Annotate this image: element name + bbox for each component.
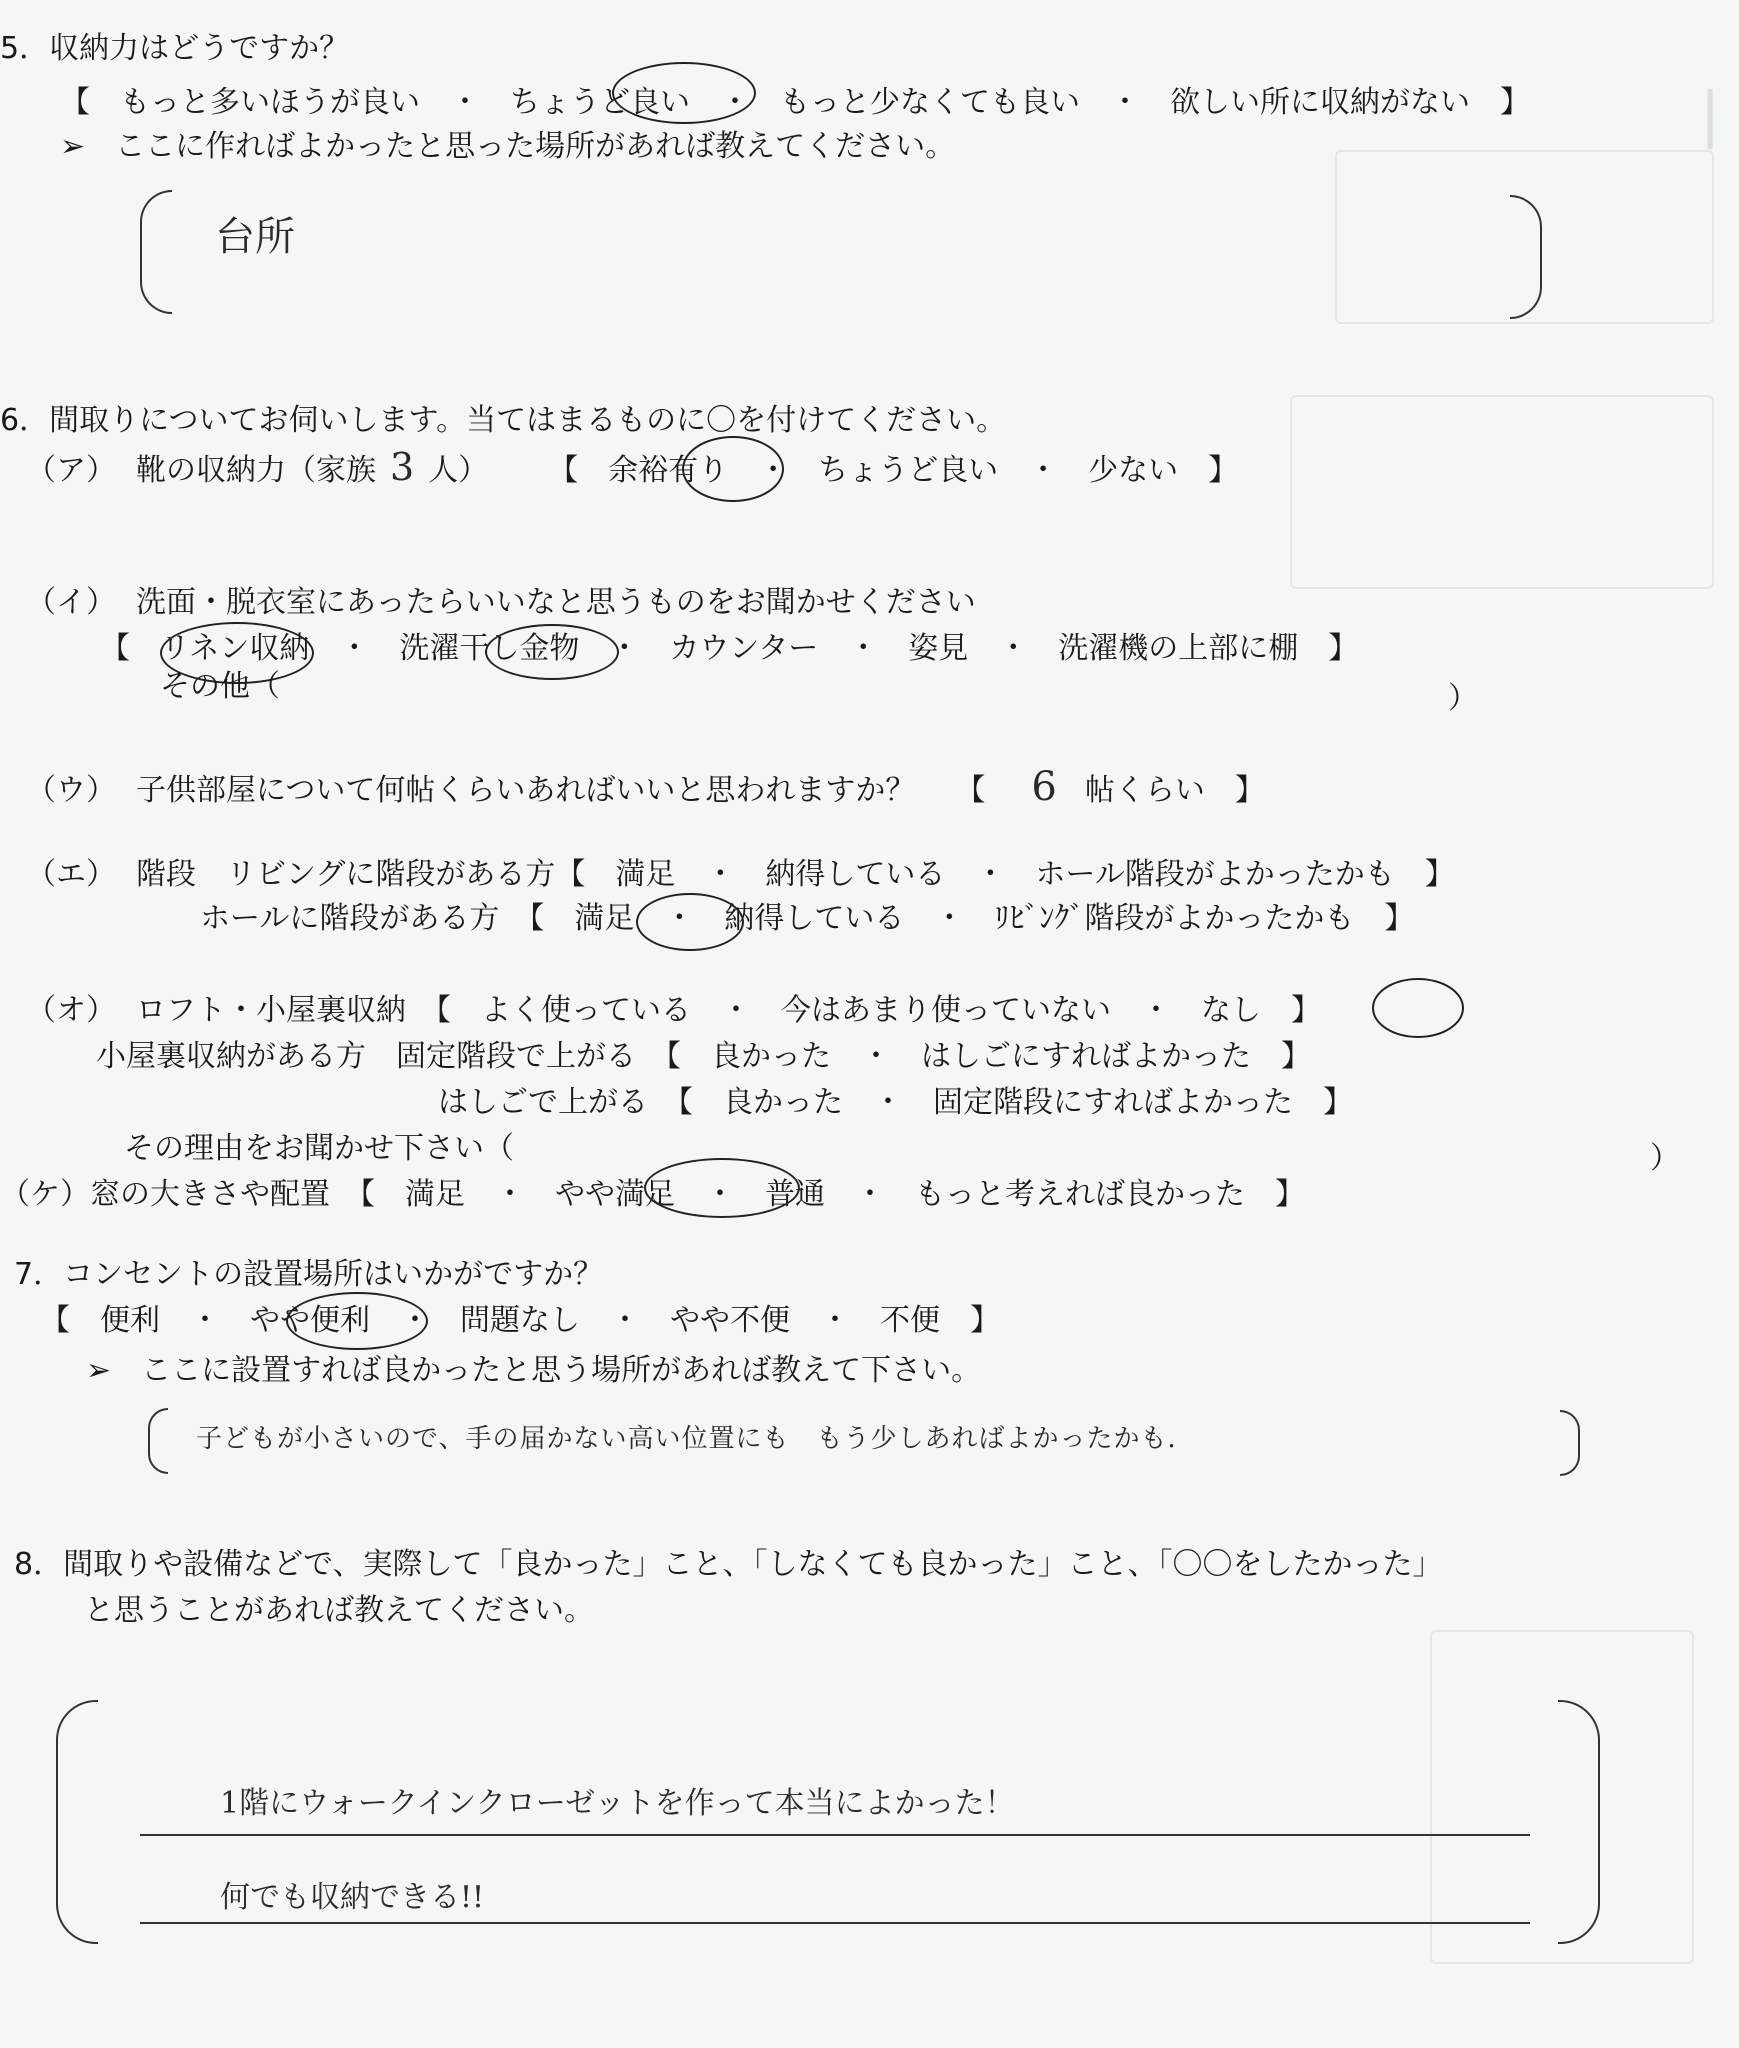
q6-i-item xyxy=(26,584,976,622)
q6-a-unit: 人） xyxy=(428,453,489,488)
answer-bracket-right xyxy=(1560,1410,1580,1476)
q8-answer-line2: 何でも収納できる!! xyxy=(220,1880,485,1915)
answer-circle xyxy=(644,1158,800,1218)
q6-o-reason: その理由をお聞かせ下さい（ xyxy=(124,1131,514,1166)
q6-u-label: （ウ） xyxy=(26,773,116,808)
q6-i-text: 洗面・脱衣室にあったらいいなと思うものをお聞かせください xyxy=(136,585,976,620)
bleed-through-box xyxy=(1290,395,1714,589)
q5-options: 【 もっと多いほうが良い ・ ちょうど良い ・ もっと少なくても良い ・ 欲しい所に収納がない 】 xyxy=(60,85,1530,120)
answer-circle xyxy=(286,1292,428,1350)
q6-a-text: 靴の収納力（家族 xyxy=(136,453,376,488)
q6-e-label: （エ） xyxy=(26,857,116,892)
answer-underline xyxy=(140,1834,1530,1836)
answer-circle xyxy=(636,893,744,951)
q6-u-close: 帖くらい 】 xyxy=(1084,773,1265,808)
q6-o-text3: はしごで上がる 【 良かった ・ 固定階段にすればよかった 】 xyxy=(438,1085,1353,1120)
q6-i-label: （イ） xyxy=(26,585,116,620)
q5-subquestion: ➢ ここに作ればよかったと思った場所があれば教えてください。 xyxy=(60,129,956,164)
q6-a-options: 【 余裕有り ・ ちょうど良い ・ 少ない 】 xyxy=(548,453,1239,488)
answer-bracket-left xyxy=(56,1700,98,1944)
q7-options: 【 便利 ・ やや便利 ・ 問題なし ・ やや不便 ・ 不便 】 xyxy=(40,1303,1000,1338)
q7-answer: 子どもが小さいので、手の届かない高い位置にも もう少しあればよかったかも． xyxy=(196,1424,1195,1454)
answer-circle xyxy=(1372,978,1464,1038)
q6-u-item xyxy=(26,764,1265,810)
q8-answer-line1: 1階にウォークインクローゼットを作って本当によかった！ xyxy=(220,1786,1015,1821)
q6-u-text: 子供部屋について何帖くらいあればいいと思われますか？ xyxy=(136,773,916,808)
q7-subquestion: ➢ ここに設置すれば良かったと思う場所があれば教えて下さい。 xyxy=(86,1353,982,1388)
q6-e-text1: 階段 リビングに階段がある方【 満足 ・ 納得している ・ ホール階段がよかったかも 】 xyxy=(136,857,1455,892)
q5-title: 5．収納力はどうですか？ xyxy=(0,31,350,66)
answer-circle xyxy=(612,62,756,124)
answer-bracket-left xyxy=(148,1408,168,1474)
answer-underline xyxy=(140,1922,1530,1924)
q5-answer: 台所 xyxy=(215,214,295,260)
q6-i-other: その他（ xyxy=(160,669,280,704)
q6-o-text1: ロフト・小屋裏収納 【 よく使っている ・ 今はあまり使っていない ・ なし 】 xyxy=(136,993,1321,1028)
answer-circle xyxy=(485,624,619,680)
q6-u-answer: 6 xyxy=(1031,764,1057,810)
answer-bracket-right xyxy=(1510,195,1542,319)
q6-i-options: 【 リネン収納 ・ 洗濯干し金物 ・ カウンター ・ 姿見 ・ 洗濯機の上部に棚 】 xyxy=(100,631,1359,666)
q6-o-reason-close: ） xyxy=(1650,1141,1680,1176)
q6-i-other-close: ） xyxy=(1448,681,1478,716)
q8-title-line2: と思うことがあれば教えてください。 xyxy=(84,1593,594,1628)
q6-ke-item: （ケ）窓の大きさや配置 【 満足 ・ やや満足 ・ 普通 ・ もっと考えれば良かった 】 xyxy=(0,1177,1305,1212)
answer-bracket-right xyxy=(1558,1700,1600,1944)
q6-e-item xyxy=(26,856,1455,894)
q6-title: 6．間取りについてお伺いします。当てはまるものに〇を付けてください。 xyxy=(0,403,1007,438)
bleed-through-mark: | xyxy=(1700,80,1721,150)
q6-o-label: （オ） xyxy=(26,993,116,1028)
q7-title: 7．コンセントの設置場所はいかがですか？ xyxy=(14,1257,604,1292)
q6-u-open: 【 xyxy=(955,773,986,808)
q8-title-line1: 8．間取りや設備などで、実際して「良かった」こと、「しなくても良かった」こと、「〇〇をしたかった」 xyxy=(14,1547,1443,1582)
answer-circle xyxy=(682,436,784,502)
q6-e-text2: ホールに階段がある方 【 満足 ・ 納得している ・ ﾘﾋﾞﾝｸﾞ階段がよかったかも 】 xyxy=(200,901,1415,936)
q6-a-item xyxy=(26,445,1239,490)
answer-bracket-left xyxy=(140,190,172,314)
q6-o-item xyxy=(26,992,1321,1030)
q6-a-family-answer: 3 xyxy=(390,445,415,489)
q6-o-text2: 小屋裏収納がある方 固定階段で上がる 【 良かった ・ はしごにすればよかった 】 xyxy=(96,1039,1311,1074)
q6-a-label: （ア） xyxy=(26,453,116,488)
